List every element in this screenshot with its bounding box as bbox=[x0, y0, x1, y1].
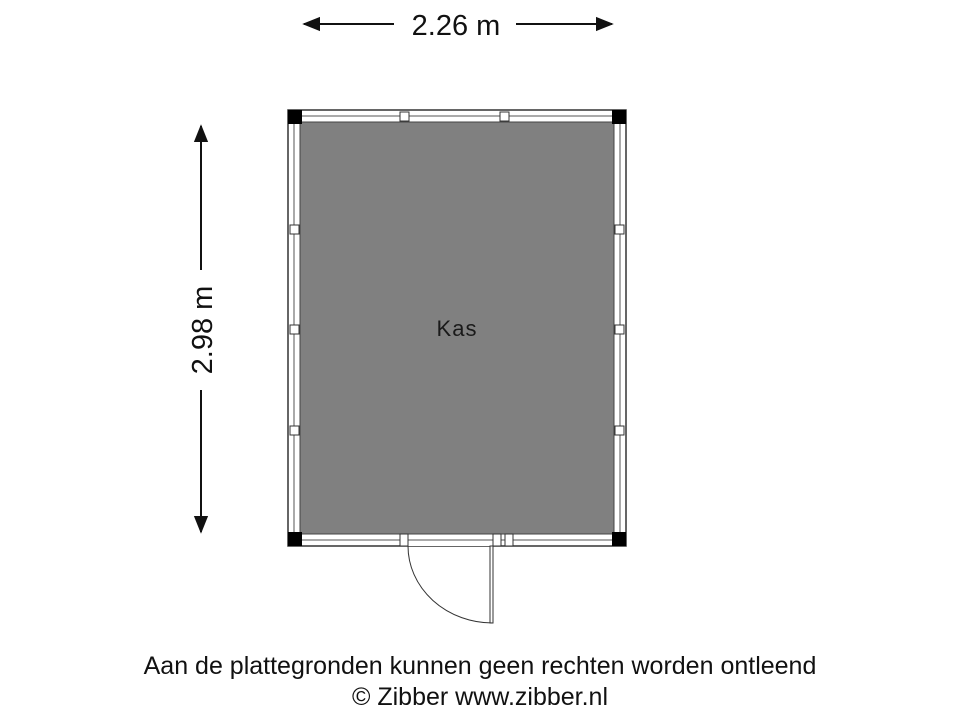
door-jamb-left bbox=[400, 534, 408, 546]
door-mullion bbox=[505, 534, 513, 546]
width-dimension bbox=[304, 10, 612, 42]
door-swing-arc bbox=[408, 546, 493, 623]
mullion-left-3 bbox=[290, 426, 299, 435]
width-dimension-label: 2.26 m bbox=[411, 10, 501, 42]
height-dimension bbox=[187, 126, 219, 532]
mullion-top-2 bbox=[500, 112, 509, 121]
corner-post-top-right bbox=[612, 110, 626, 124]
mullion-top-1 bbox=[400, 112, 409, 121]
door-leaf bbox=[490, 546, 493, 623]
mullion-right-1 bbox=[615, 225, 624, 234]
mullion-left-1 bbox=[290, 225, 299, 234]
height-dimension-label: 2.98 m bbox=[187, 285, 219, 375]
door-jamb-right bbox=[493, 534, 501, 546]
corner-post-bottom-right bbox=[612, 532, 626, 546]
mullion-left-2 bbox=[290, 325, 299, 334]
room-label: Kas bbox=[436, 316, 478, 341]
door bbox=[400, 534, 513, 623]
corner-post-bottom-left bbox=[288, 532, 302, 546]
copyright-text: © Zibber www.zibber.nl bbox=[351, 683, 609, 711]
disclaimer-text: Aan de plattegronden kunnen geen rechten worden ontleend bbox=[143, 652, 817, 680]
mullion-right-3 bbox=[615, 426, 624, 435]
mullion-right-2 bbox=[615, 325, 624, 334]
corner-post-top-left bbox=[288, 110, 302, 124]
